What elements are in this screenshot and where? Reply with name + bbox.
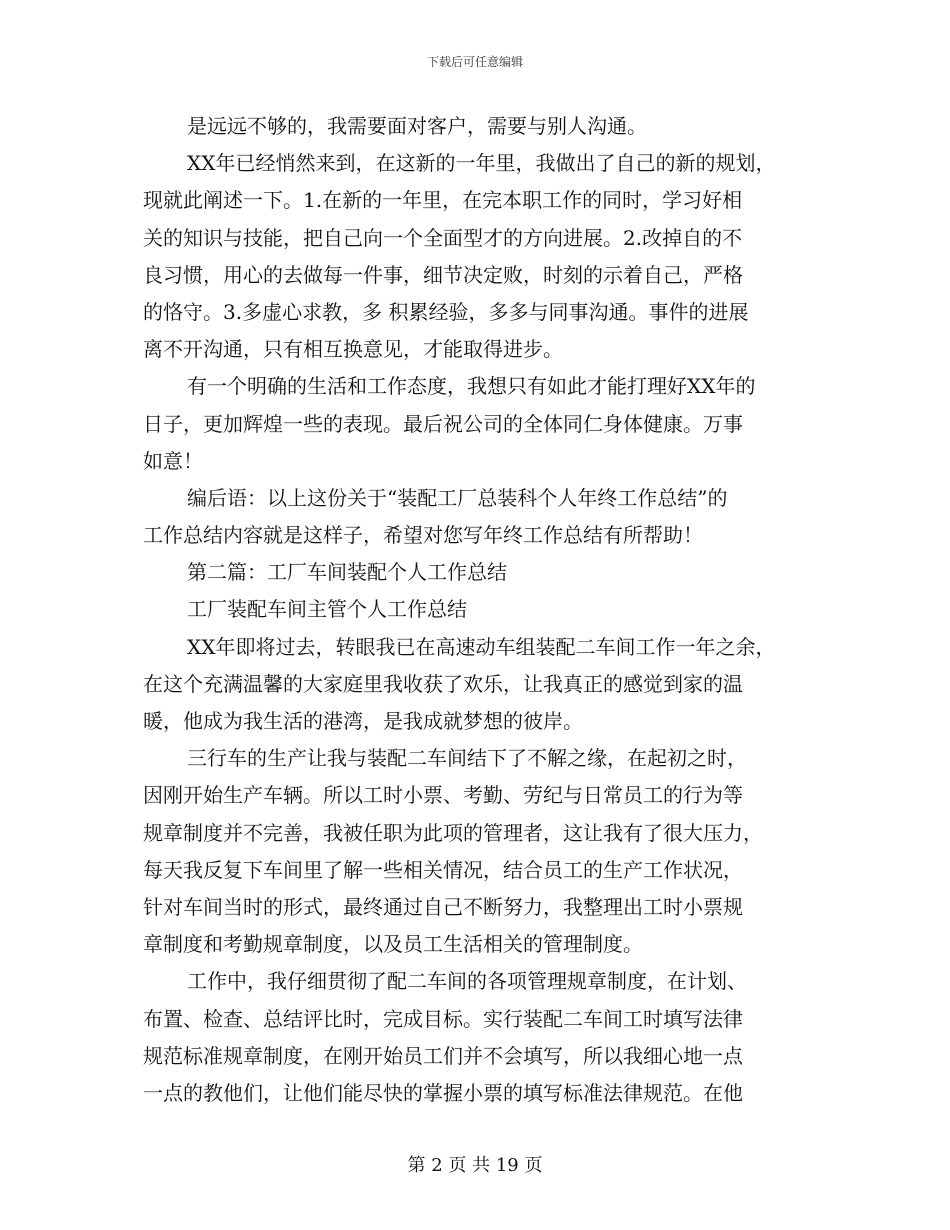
- text-line: 编后语：以上这份关于“装配工厂总装科个人年终工作总结”的: [187, 485, 728, 510]
- text-line: 章制度和考勤规章制度，以及员工生活相关的管理制度。: [143, 932, 643, 957]
- text-line: 第二篇：工厂车间装配个人工作总结: [187, 560, 507, 585]
- text-line: 一点的教他们，让他们能尽快的掌握小票的填写标准法律规范。在他: [143, 1080, 743, 1105]
- text-line: XX年已经悄然来到，在这新的一年里，我做出了自己的新的规划，: [187, 151, 776, 176]
- text-line: 针对车间当时的形式，最终通过自己不断努力，我整理出工时小票规: [143, 894, 743, 919]
- text-line: 布置、检查、总结评比时，完成目标。实行装配二车间工时填写法律: [143, 1006, 743, 1031]
- text-line: XX年即将过去，转眼我已在高速动车组装配二车间工作一年之余，: [187, 634, 776, 659]
- text-line: 三行车的生产让我与装配二车间结下了不解之缘，在起初之时，: [187, 746, 747, 771]
- text-line: 关的知识与技能，把自己向一个全面型才的方向进展。2.改掉自的不: [143, 225, 743, 250]
- text-line: 现就此阐述一下。1.在新的一年里，在完本职工作的同时，学习好相: [143, 188, 743, 213]
- page-header: 下载后可任意编辑: [426, 55, 523, 69]
- text-line: 工作中，我仔细贯彻了配二车间的各项管理规章制度，在计划、: [187, 969, 747, 994]
- body-text: [143, 108, 815, 1112]
- text-line: 工厂装配车间主管个人工作总结: [187, 597, 467, 622]
- page-footer: 第 2 页 共 19 页: [407, 1155, 543, 1176]
- text-line: 是远远不够的，我需要面对客户，需要与别人沟通。: [187, 114, 647, 138]
- text-line: 有一个明确的生活和工作态度，我想只有如此才能打理好XX年的: [187, 374, 756, 399]
- text-line: 工作总结内容就是这样子，希望对您写年终工作总结有所帮助！: [143, 523, 703, 548]
- text-line: 离不开沟通，只有相互换意见，才能取得进步。: [143, 337, 563, 362]
- text-line: 因刚开始生产车辆。所以工时小票、考勤、劳纪与日常员工的行为等: [143, 783, 743, 808]
- text-line: 如意！: [143, 448, 203, 473]
- text-line: 规章制度并不完善，我被任职为此项的管理者，这让我有了很大压力，: [143, 820, 763, 845]
- text-line: 暖，他成为我生活的港湾，是我成就梦想的彼岸。: [143, 709, 583, 733]
- text-line: 的恪守。3.多虚心求教，多 积累经验，多多与同事沟通。事件的进展: [143, 299, 749, 324]
- text-line: 在这个充满温馨的大家庭里我收获了欢乐，让我真正的感觉到家的温: [143, 671, 743, 696]
- text-line: 日子，更加辉煌一些的表现。最后祝公司的全体同仁身体健康。万事: [143, 411, 743, 436]
- text-line: 良习惯，用心的去做每一件事，细节决定败，时刻的示着自己，严格: [143, 262, 743, 287]
- text-line: 每天我反复下车间里了解一些相关情况，结合员工的生产工作状况，: [143, 857, 743, 882]
- text-line: 规范标准规章制度，在刚开始员工们并不会填写，所以我细心地一点: [143, 1043, 743, 1068]
